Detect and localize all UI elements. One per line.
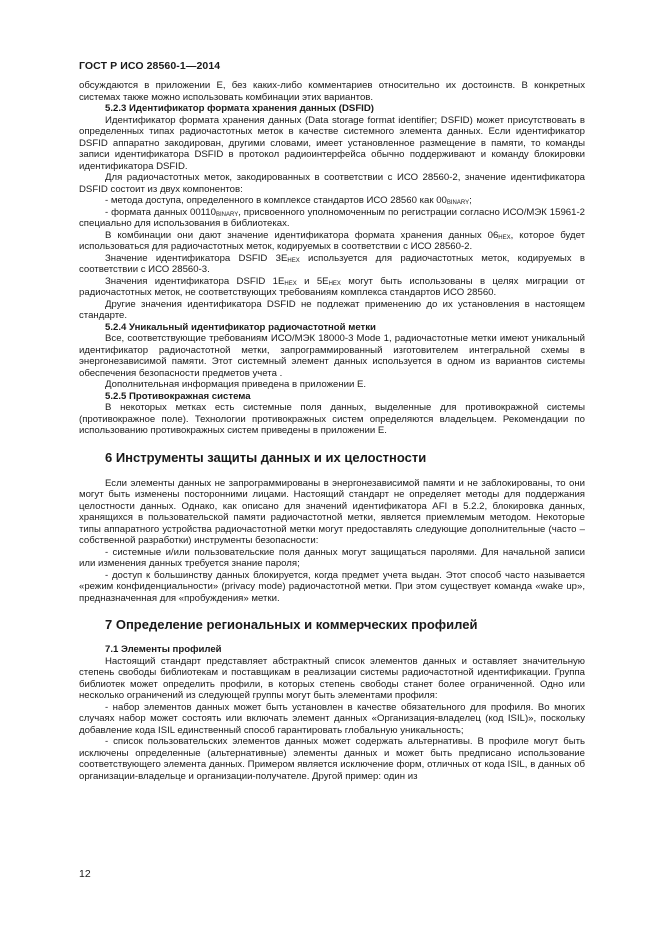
paragraph: Для радиочастотных меток, закодированных в соответствии с ИСО 28560-2, значение идентификатора DSFID состоит из двух компонентов: — [79, 172, 585, 195]
section-heading-5-2-3: 5.2.3 Идентификатор формата хранения данных (DSFID) — [105, 103, 374, 114]
list-item: - набор элементов данных может быть установлен в качестве обязательного для профиля. Во многих случаях набор может состоять или включать элемент данных «Организация-владелец (код ISIL)», поскольку добавление кода ISIL единственный способ гарантировать глобальную уникальность; — [79, 701, 585, 736]
page-content — [79, 80, 585, 782]
paragraph: Значение идентификатора DSFID $3E_{HEX}$ используется для радиочастотных меток, кодируемых в соответствии с ИСО 28560-3. — [79, 252, 585, 275]
list-item: - доступ к большинству данных блокируется, когда предмет учета выдан. Этот способ часто называется «режим конфиденциальности» (privacy mode) радиочастотной метки. При этом существует команда «wake up», предназначенная для «пробуждения» метки. — [79, 569, 585, 604]
section-heading-7: 7 Определение региональных и коммерческих профилей — [105, 617, 478, 632]
paragraph: Другие значения идентификатора DSFID не подлежат применению до их установления в настоящем стандарте. — [79, 298, 585, 321]
paragraph: Значения идентификатора DSFID $1E_{HEX}$ и $5E_{HEX}$ могут быть использованы в целях миграции от радиочастотных меток, не соответствующих требованиям комплекса стандартов ИСО 28560. — [79, 275, 585, 298]
paragraph: В комбинации они дают значение идентификатора формата хранения данных $06_{HEX}$, которое будет использоваться для радиочастотных меток, кодируемых в соответствии с ИСО 28560-2. — [79, 229, 585, 252]
list-item: - метода доступа, определенного в комплексе стандартов ИСО 28560 как $00_{BINARY}$; — [105, 195, 472, 206]
paragraph: В некоторых метках есть системные поля данных, выделенные для противокражной системы (противокражное поле). Технологии противокражных систем определяются владельцем. Рекомендации по использованию противокражных систем приведены в приложении E. — [79, 402, 585, 436]
paragraph: Идентификатор формата хранения данных (Data storage format identifier; DSFID) может присутствовать в определенных типах радиочастотных меток в качестве системного элемента данных. Если идентификатор DSFID аппаратно закодирован, другими словами, имеет установленное размещение в памяти, то команды записи идентификатора DSFID в протокол радиоинтерфейса обычно поддерживают и команду блокировки идентификатора DSFID. — [79, 114, 585, 172]
section-heading-6: 6 Инструменты защиты данных и их целостности — [105, 449, 427, 465]
list-item: - формата данных $00110_{BINARY}$, присвоенного уполномоченным по регистрации согласно ИСО/МЭК 15961-2 специально для использования в библиотеках. — [79, 206, 585, 229]
page-number: 12 — [79, 868, 91, 880]
list-item: - системные и/или пользовательские поля данных могут защищаться паролями. Для начальной записи или изменения данных требуется знание пароля; — [79, 546, 585, 569]
running-header: ГОСТ Р ИСО 28560-1—2014 — [79, 60, 221, 72]
paragraph: Все, соответствующие требованиям ИСО/МЭК 18000-3 Mode 1, радиочастотные метки имеют уникальный идентификатор радиочастотной метки, запрограммированный изготовителем интегральной схемы в энергонезависимой памяти. Этот системный элемент данных используется в одном из вариантов системы обеспечения безопасности предметов учета . — [79, 333, 585, 379]
section-heading-5-2-4: 5.2.4 Уникальный идентификатор радиочастотной метки — [105, 321, 376, 333]
paragraph: Настоящий стандарт представляет абстрактный список элементов данных и оставляет значительную степень свободы библиотекам и поставщикам в реализации системы радиочастотной идентификации. Группа библиотек может определить профили, в которых степень свободы станет более ограниченной. Одно или несколько ограничений из следующей группы могут быть элементами профиля: — [79, 655, 585, 701]
paragraph: Если элементы данных не запрограммированы в энергонезависимой памяти и не заблокированы, то они могут быть изменены посторонними лицами. Настоящий стандарт не определяет методы для поддержания целостности данных. Однако, как описано для значений идентификатора AFI в 5.2.2, блокировка данных, хранящихся в пользовательской памяти радиочастотной метки, является приемлемым методом. Некоторые типы аппаратного устройства радиочастотной метки могут предоставлять следующие дополнительные (часто – собственной разработки) инструменты безопасности: — [79, 477, 585, 546]
section-heading-7-1: 7.1 Элементы профилей — [105, 644, 222, 655]
list-item: - список пользовательских элементов данных может содержать альтернативы. В профиле могут быть исключены определенные (альтернативные) элементы данных и может быть предписано использование соответствующего элемента данных. Примером является исключение форм, отличных от кода ISIL, в данных об организации-владельце и организации-получателе. Другой пример: один из — [79, 736, 585, 782]
section-heading-5-2-5: 5.2.5 Противокражная система — [105, 390, 251, 402]
paragraph: обсуждаются в приложении E, без каких-либо комментариев относительно их достоинств. В конкретных системах также можно использовать комбинации этих вариантов. — [79, 80, 585, 103]
paragraph: Дополнительная информация приведена в приложении E. — [105, 379, 367, 390]
